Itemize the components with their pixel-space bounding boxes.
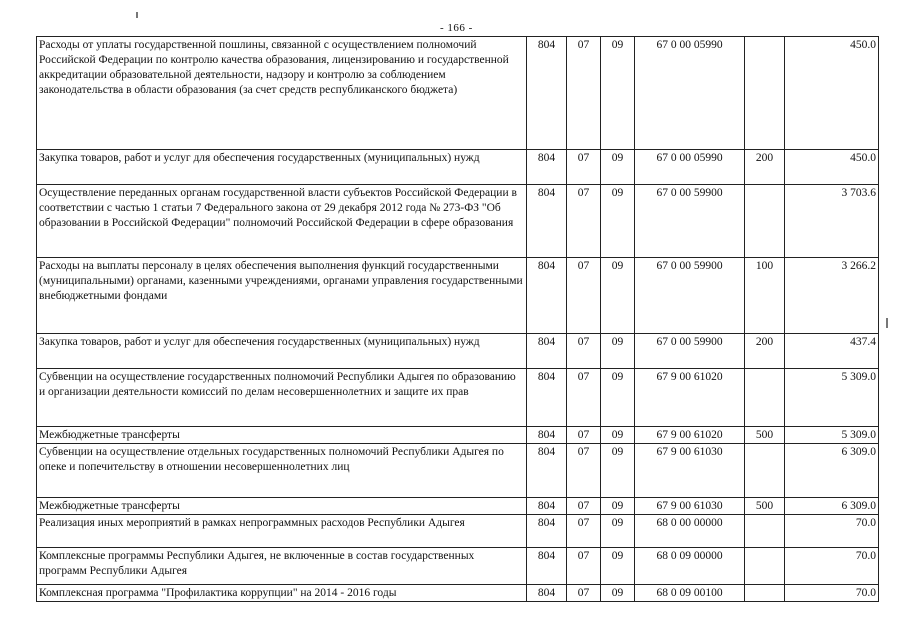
expense-type-code	[745, 444, 785, 498]
ministry-code: 804	[527, 37, 567, 150]
amount: 450.0	[785, 150, 879, 185]
row-description: Субвенции на осуществление отдельных государственных полномочий Республики Адыгея по опеке и попечительству в отношении несовершеннолетних лиц	[37, 444, 527, 498]
expense-type-code	[745, 369, 785, 427]
target-article-code: 67 0 00 59900	[635, 258, 745, 334]
scan-speck	[136, 12, 138, 18]
section-code: 07	[567, 369, 601, 427]
table-row	[37, 427, 879, 444]
target-article-code: 68 0 09 00000	[635, 548, 745, 585]
expense-type-code	[745, 185, 785, 258]
row-description: Реализация иных мероприятий в рамках непрограммных расходов Республики Адыгея	[37, 515, 527, 548]
expense-type-code	[745, 585, 785, 602]
amount: 70.0	[785, 515, 879, 548]
row-description: Осуществление переданных органам государственной власти субъектов Российской Федерации в соответствии с частью 1 статьи 7 Федерального закона от 29 декабря 2012 года № 273-ФЗ "Об образовании в Российской Федерации" полномочий Российской Федерации в сфере образования	[37, 185, 527, 258]
expense-type-code: 100	[745, 258, 785, 334]
ministry-code: 804	[527, 258, 567, 334]
target-article-code: 67 9 00 61030	[635, 444, 745, 498]
ministry-code: 804	[527, 150, 567, 185]
section-code: 07	[567, 334, 601, 369]
amount: 3 266.2	[785, 258, 879, 334]
subsection-code: 09	[601, 427, 635, 444]
table-row	[37, 444, 879, 498]
target-article-code: 68 0 09 00100	[635, 585, 745, 602]
target-article-code: 68 0 00 00000	[635, 515, 745, 548]
row-description: Субвенции на осуществление государственных полномочий Республики Адыгея по образованию и организации деятельности комиссий по делам несовершеннолетних и защите их прав	[37, 369, 527, 427]
section-code: 07	[567, 498, 601, 515]
section-code: 07	[567, 427, 601, 444]
subsection-code: 09	[601, 585, 635, 602]
subsection-code: 09	[601, 334, 635, 369]
section-code: 07	[567, 585, 601, 602]
expense-type-code	[745, 548, 785, 585]
table-row	[37, 150, 879, 185]
target-article-code: 67 9 00 61030	[635, 498, 745, 515]
section-code: 07	[567, 515, 601, 548]
table-row	[37, 258, 879, 334]
amount: 70.0	[785, 585, 879, 602]
row-description: Расходы от уплаты государственной пошлины, связанной с осуществлением полномочий Российской Федерации по контролю качества образования, лицензированию и государственной аккредитации образовательной деятельности, надзору и контролю за соблюдением законодательства в области образования (за счет средств республиканского бюджета)	[37, 37, 527, 150]
row-description: Расходы на выплаты персоналу в целях обеспечения выполнения функций государственными (муниципальными) органами, казенными учреждениями, органами управления государственными внебюджетными фондами	[37, 258, 527, 334]
subsection-code: 09	[601, 548, 635, 585]
scan-speck	[886, 318, 888, 328]
section-code: 07	[567, 150, 601, 185]
target-article-code: 67 0 00 05990	[635, 37, 745, 150]
amount: 5 309.0	[785, 369, 879, 427]
amount: 5 309.0	[785, 427, 879, 444]
section-code: 07	[567, 37, 601, 150]
table-row	[37, 548, 879, 585]
amount: 70.0	[785, 548, 879, 585]
ministry-code: 804	[527, 515, 567, 548]
section-code: 07	[567, 258, 601, 334]
table-row	[37, 334, 879, 369]
amount: 6 309.0	[785, 498, 879, 515]
subsection-code: 09	[601, 37, 635, 150]
ministry-code: 804	[527, 585, 567, 602]
expense-type-code: 200	[745, 334, 785, 369]
table-body	[37, 37, 879, 602]
table-row	[37, 585, 879, 602]
ministry-code: 804	[527, 369, 567, 427]
target-article-code: 67 9 00 61020	[635, 427, 745, 444]
budget-table	[36, 36, 879, 602]
row-description: Комплексная программа "Профилактика коррупции" на 2014 - 2016 годы	[37, 585, 527, 602]
ministry-code: 804	[527, 427, 567, 444]
row-description: Закупка товаров, работ и услуг для обеспечения государственных (муниципальных) нужд	[37, 334, 527, 369]
subsection-code: 09	[601, 444, 635, 498]
ministry-code: 804	[527, 498, 567, 515]
ministry-code: 804	[527, 334, 567, 369]
table-row	[37, 185, 879, 258]
row-description: Закупка товаров, работ и услуг для обеспечения государственных (муниципальных) нужд	[37, 150, 527, 185]
section-code: 07	[567, 444, 601, 498]
amount: 450.0	[785, 37, 879, 150]
table-row	[37, 37, 879, 150]
target-article-code: 67 0 00 59900	[635, 185, 745, 258]
section-code: 07	[567, 548, 601, 585]
subsection-code: 09	[601, 515, 635, 548]
row-description: Межбюджетные трансферты	[37, 498, 527, 515]
subsection-code: 09	[601, 498, 635, 515]
ministry-code: 804	[527, 548, 567, 585]
expense-type-code	[745, 37, 785, 150]
subsection-code: 09	[601, 185, 635, 258]
page-number: - 166 -	[440, 22, 473, 34]
amount: 6 309.0	[785, 444, 879, 498]
subsection-code: 09	[601, 369, 635, 427]
target-article-code: 67 0 00 05990	[635, 150, 745, 185]
expense-type-code: 500	[745, 498, 785, 515]
target-article-code: 67 0 00 59900	[635, 334, 745, 369]
ministry-code: 804	[527, 444, 567, 498]
ministry-code: 804	[527, 185, 567, 258]
section-code: 07	[567, 185, 601, 258]
expense-type-code	[745, 515, 785, 548]
subsection-code: 09	[601, 150, 635, 185]
expense-type-code: 500	[745, 427, 785, 444]
table-row	[37, 515, 879, 548]
table-row	[37, 498, 879, 515]
amount: 437.4	[785, 334, 879, 369]
amount: 3 703.6	[785, 185, 879, 258]
subsection-code: 09	[601, 258, 635, 334]
row-description: Комплексные программы Республики Адыгея, не включенные в состав государственных программ Республики Адыгея	[37, 548, 527, 585]
expense-type-code: 200	[745, 150, 785, 185]
target-article-code: 67 9 00 61020	[635, 369, 745, 427]
row-description: Межбюджетные трансферты	[37, 427, 527, 444]
table-row	[37, 369, 879, 427]
